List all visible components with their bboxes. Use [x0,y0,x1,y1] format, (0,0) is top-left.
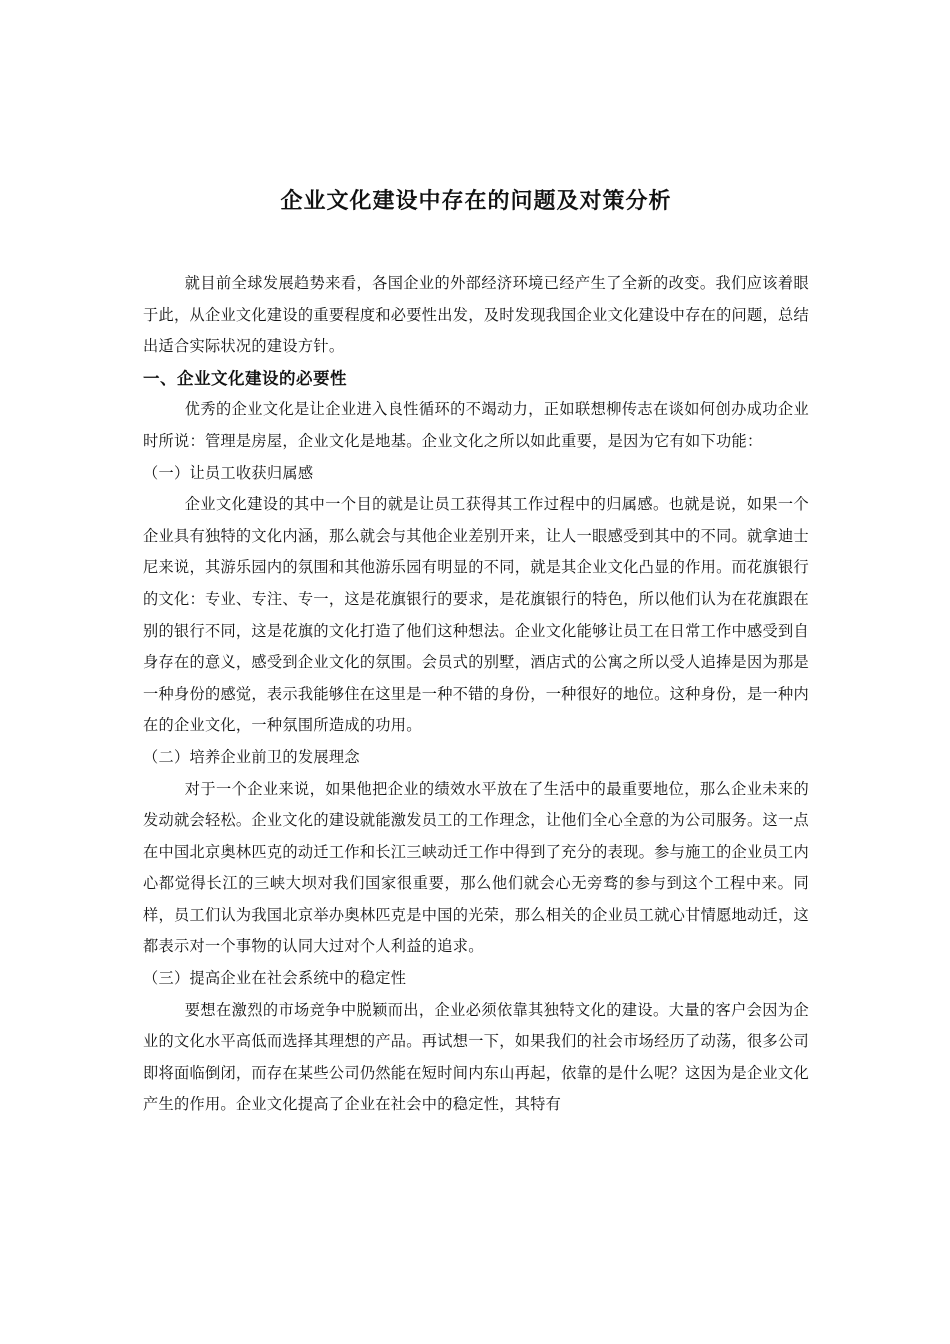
intro-paragraph: 就目前全球发展趋势来看，各国企业的外部经济环境已经产生了全新的改变。我们应该着眼于此，从企业文化建设的重要程度和必要性出发，及时发现我国企业文化建设中存在的问题，总结出适合实际状况的建设方针。 [143,274,809,356]
paragraph-development-concept: 对于一个企业来说，如果他把企业的绩效水平放在了生活中的最重要地位，那么企业未来的发动就会轻松。企业文化的建设就能激发员工的工作理念，让他们全心全意的为公司服务。这一点在中国北京奥林匹克的动迁工作和长江三峡动迁工作中得到了充分的表现。参与施工的企业员工内心都觉得长江的三峡大坝对我们国家很重要，那么他们就会心无旁骛的参与到这个工程中来。同样，员工们认为我国北京举办奥林匹克是中国的光荣，那么相关的企业员工就心甘情愿地动迁，这都表示对一个事物的认同大过对个人利益的追求。 [143,779,809,956]
subheading-development-concept: （二）培养企业前卫的发展理念 [143,747,360,766]
paragraph-belonging: 企业文化建设的其中一个目的就是让员工获得其工作过程中的归属感。也就是说，如果一个企业具有独特的文化内涵，那么就会与其他企业差别开来，让人一眼感受到其中的不同。就拿迪士尼来说，其游乐园内的氛围和其他游乐园有明显的不同，就是其企业文化凸显的作用。而花旗银行的文化：专业、专注、专一，这是花旗银行的要求，是花旗银行的特色，所以他们认为在花旗跟在别的银行不同，这是花旗的文化打造了他们这种想法。企业文化能够让员工在日常工作中感受到自身存在的意义，感受到企业文化的氛围。会员式的别墅，酒店式的公寓之所以受人追捧是因为那是一种身份的感觉，表示我能够住在这里是一种不错的身份，一种很好的地位。这种身份，是一种内在的企业文化，一种氛围所造成的功用。 [143,495,809,735]
section-intro-paragraph: 优秀的企业文化是让企业进入良性循环的不竭动力，正如联想柳传志在谈如何创办成功企业时所说：管理是房屋，企业文化是地基。企业文化之所以如此重要，是因为它有如下功能： [143,400,809,450]
subheading-stability: （三）提高企业在社会系统中的稳定性 [143,969,407,988]
subheading-belonging: （一）让员工收获归属感 [143,463,314,482]
section-heading-necessity: 一、企业文化建设的必要性 [143,368,347,388]
document-body [143,268,809,1121]
paragraph-stability: 要想在激烈的市场竞争中脱颖而出，企业必须依靠其独特文化的建设。大量的客户会因为企业的文化水平高低而选择其理想的产品。再试想一下，如果我们的社会市场经历了动荡，很多公司即将面临倒闭，而存在某些公司仍然能在短时间内东山再起，依靠的是什么呢？这因为是企业文化产生的作用。企业文化提高了企业在社会中的稳定性，其特有 [143,1000,809,1114]
document-title: 企业文化建设中存在的问题及对策分析 [280,188,672,214]
